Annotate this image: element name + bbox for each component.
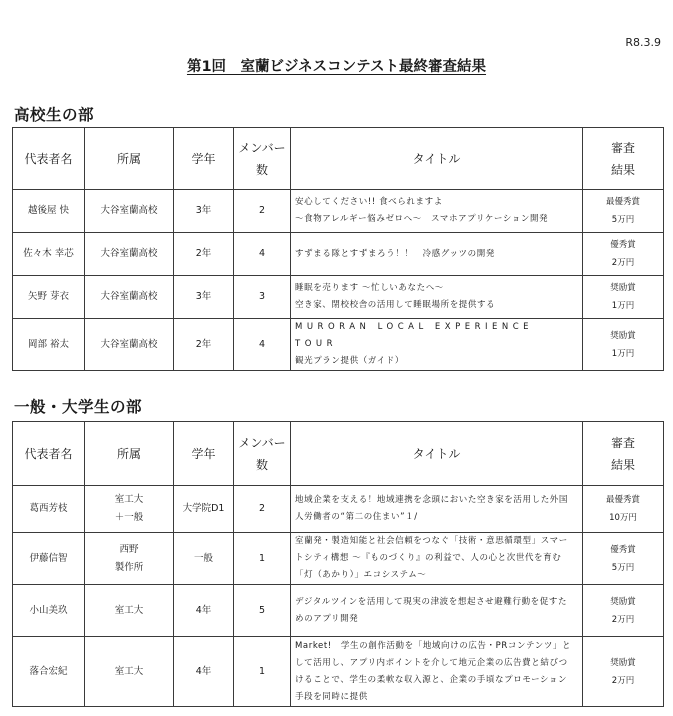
cell-name: 岡部 裕太 <box>13 319 85 371</box>
cell-name: 佐々木 幸芯 <box>13 233 85 276</box>
affiliation-line: 製作所 <box>114 561 144 573</box>
title-line: 「灯（あかり）」エコシステム～ <box>295 570 427 580</box>
cell-title <box>291 585 583 637</box>
header-name: 代表者名 <box>13 422 85 486</box>
title-line: ～食物アレルギー悩みゼロへ～ スマホアプリケーション開発 <box>295 214 549 224</box>
cell-result <box>583 190 664 233</box>
header-result-line1: 審査 <box>610 140 635 155</box>
cell-grade: 2年 <box>174 319 234 371</box>
header-result-line2: 結果 <box>610 162 635 177</box>
title-line: 睡眠を売ります ～忙しいあなたへ～ <box>295 283 444 293</box>
prize-amount: 10万円 <box>609 513 637 523</box>
cell-result <box>583 233 664 276</box>
title-line: 地域企業を支える！地域連携を念頭においた空き家を活用した外国 <box>295 495 569 505</box>
title-line: すずまる隊とすずまろう！！ 冷感グッツの開発 <box>295 248 495 259</box>
cell-members: 1 <box>234 533 291 585</box>
prize-amount: 2万円 <box>611 258 635 268</box>
cell-result <box>583 319 664 371</box>
cell-members: 2 <box>234 190 291 233</box>
table-header-row <box>13 422 664 486</box>
prize-amount: 5万円 <box>611 562 635 573</box>
cell-title <box>291 637 583 707</box>
cell-title <box>291 190 583 233</box>
cell-members: 4 <box>234 319 291 371</box>
header-members-line2: 数 <box>255 457 268 472</box>
table-header-row <box>13 128 664 190</box>
title-line: MURORAN LOCAL EXPERIENCE TOUR <box>295 322 554 349</box>
table-row <box>13 190 664 233</box>
cell-result <box>583 637 664 707</box>
cell-result <box>583 585 664 637</box>
header-grade: 学年 <box>174 128 234 190</box>
section-heading-high-school: 高校生の部 <box>14 106 95 124</box>
table-row <box>13 319 664 371</box>
award-name: 最優秀賞 <box>605 495 640 505</box>
title-line: トシティ構想 ～『ものづくり』の利益で、人の心と次世代を育む <box>295 553 562 563</box>
award-name: 奨励賞 <box>610 596 636 607</box>
title-line: めのアプリ開発 <box>295 613 359 624</box>
cell-grade: 4年 <box>174 585 234 637</box>
header-grade: 学年 <box>174 422 234 486</box>
header-members-line1: メンバー <box>238 140 286 155</box>
header-result-line2: 結果 <box>610 457 635 472</box>
table-row <box>13 637 664 707</box>
table-row <box>13 276 664 319</box>
cell-name: 矢野 芽衣 <box>13 276 85 319</box>
cell-members: 2 <box>234 486 291 533</box>
document-title <box>0 55 673 76</box>
cell-name: 落合宏紀 <box>13 637 85 707</box>
cell-name: 伊藤信智 <box>13 533 85 585</box>
cell-grade: 3年 <box>174 190 234 233</box>
cell-affiliation: 大谷室蘭高校 <box>85 319 174 371</box>
cell-affiliation <box>85 486 174 533</box>
header-result <box>583 422 664 486</box>
header-affiliation: 所属 <box>85 128 174 190</box>
cell-grade: 3年 <box>174 276 234 319</box>
cell-title <box>291 319 583 371</box>
results-table-general-university <box>12 421 664 707</box>
title-line: 人労働者の“第二の住まい”１/ <box>295 512 418 522</box>
header-members <box>234 422 291 486</box>
cell-affiliation: 室工大 <box>85 637 174 707</box>
cell-members: 3 <box>234 276 291 319</box>
cell-grade: 大学院D1 <box>174 486 234 533</box>
prize-amount: 1万円 <box>611 301 635 311</box>
award-name: 奨励賞 <box>610 283 636 293</box>
header-affiliation: 所属 <box>85 422 174 486</box>
cell-members: 1 <box>234 637 291 707</box>
table-row <box>13 533 664 585</box>
document-date: R8.3.9 <box>625 36 661 49</box>
title-line: 室蘭発・製造知能と社会信頼をつなぐ「技術・意思循環型」スマー <box>295 536 568 546</box>
cell-affiliation: 室工大 <box>85 585 174 637</box>
cell-result <box>583 486 664 533</box>
header-result <box>583 128 664 190</box>
cell-affiliation <box>85 533 174 585</box>
cell-title <box>291 233 583 276</box>
title-line: 観光プラン提供（ガイド） <box>295 356 404 366</box>
header-members-line2: 数 <box>255 162 268 177</box>
award-name: 最優秀賞 <box>605 197 640 207</box>
results-table-high-school <box>12 127 664 371</box>
cell-result <box>583 276 664 319</box>
cell-title <box>291 533 583 585</box>
cell-name: 葛西芳枝 <box>13 486 85 533</box>
cell-members: 5 <box>234 585 291 637</box>
title-line: Market! 学生の創作活動を「地域向けの広告・PRコンテンツ」と <box>295 640 572 651</box>
prize-amount: 2万円 <box>611 614 635 625</box>
prize-amount: 5万円 <box>611 215 635 225</box>
title-line: 安心してください!! 食べられますよ <box>295 197 443 207</box>
cell-title <box>291 486 583 533</box>
cell-title <box>291 276 583 319</box>
cell-grade: 2年 <box>174 233 234 276</box>
title-line: デジタルツインを活用して現実の津波を想起させ避難行動を促すた <box>295 596 568 607</box>
cell-grade: 一般 <box>174 533 234 585</box>
header-members-line1: メンバー <box>238 435 286 450</box>
document-title-text: 第1回 室蘭ビジネスコンテスト最終審査結果 <box>186 59 487 75</box>
header-result-line1: 審査 <box>610 435 635 450</box>
section-heading-general-university: 一般・大学生の部 <box>14 398 143 416</box>
affiliation-line: ＋一般 <box>114 512 144 523</box>
header-title: タイトル <box>291 422 583 486</box>
title-line: 手段を同時に提供 <box>295 691 368 702</box>
cell-affiliation: 大谷室蘭高校 <box>85 233 174 276</box>
prize-amount: 2万円 <box>611 675 635 686</box>
award-name: 奨励賞 <box>610 330 636 341</box>
prize-amount: 1万円 <box>611 348 635 359</box>
title-line: 空き家、閉校校舎の活用して睡眠場所を提供する <box>295 300 496 310</box>
title-line: して活用し、アプリ内ポイントを介して地元企業の広告費と結びつ <box>295 657 568 668</box>
cell-name: 越後屋 快 <box>13 190 85 233</box>
cell-members: 4 <box>234 233 291 276</box>
header-members <box>234 128 291 190</box>
award-name: 優秀賞 <box>610 240 636 250</box>
award-name: 奨励賞 <box>610 657 636 668</box>
table-row <box>13 585 664 637</box>
cell-result <box>583 533 664 585</box>
header-title: タイトル <box>291 128 583 190</box>
cell-name: 小山美玖 <box>13 585 85 637</box>
affiliation-line: 西野 <box>119 543 139 555</box>
affiliation-line: 室工大 <box>114 494 144 505</box>
table-row <box>13 233 664 276</box>
title-line: けることで、学生の柔軟な収入源と、企業の手頃なプロモーション <box>295 674 568 685</box>
award-name: 優秀賞 <box>610 544 636 555</box>
cell-affiliation: 大谷室蘭高校 <box>85 276 174 319</box>
cell-affiliation: 大谷室蘭高校 <box>85 190 174 233</box>
cell-grade: 4年 <box>174 637 234 707</box>
header-name: 代表者名 <box>13 128 85 190</box>
table-row <box>13 486 664 533</box>
